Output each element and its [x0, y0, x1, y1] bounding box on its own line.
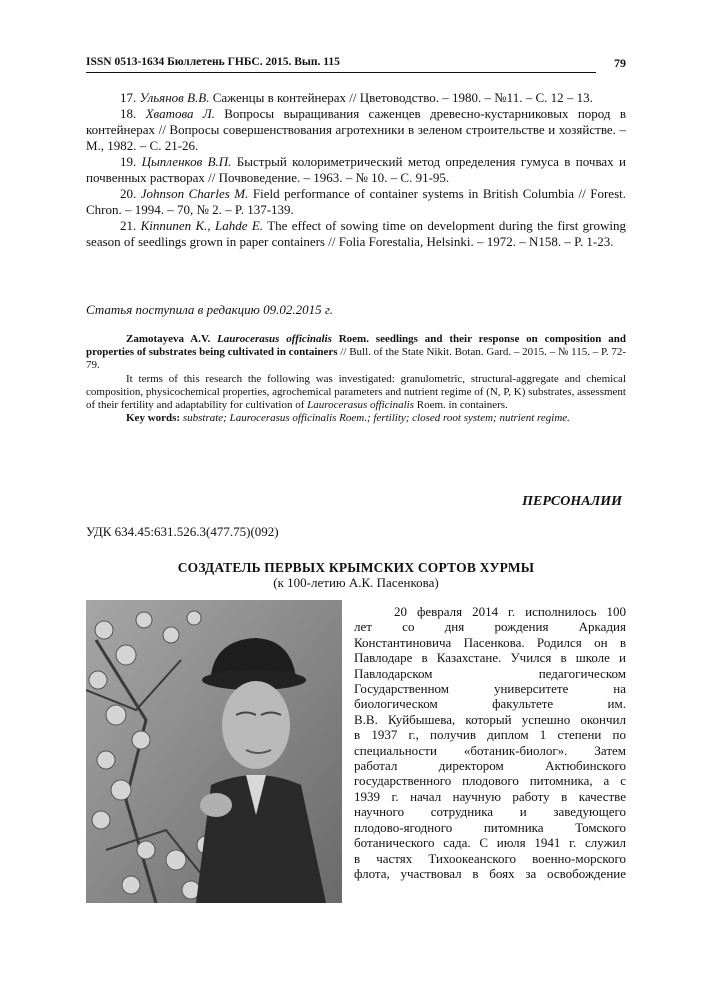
section-title: ПЕРСОНАЛИИ: [522, 494, 622, 509]
reference-item: 20. Johnson Charles M. Field performance of container systems in British Columbia // Forest. Chron. – 1994. – 70, № 2. – P. 137-139.: [86, 186, 626, 217]
reference-item: 18. Хватова Л. Вопросы выращивания саженцев древесно-кустарниковых пород в контейнерах // Вопросы совершенствования агротехники в зеленом строительстве и хозяйстве. – М., 1982. – С. 21-26.: [86, 106, 626, 153]
bio-line: ботанического сада. С июля 1941 г. служил: [354, 835, 626, 851]
article-subtitle: (к 100-летию А.К. Пасенкова): [273, 575, 439, 590]
english-abstract: [86, 333, 626, 425]
abstract-body: It terms of this research the following was investigated: granulometric, structural-aggregate and chemical composition, physicochemical properties, agrochemical parameters and nutrient regime of (N, P, K) substrates, assessment of their fertility and adaptability for cultivation of Laurocerasus officinalis Roem. in containers.: [86, 372, 626, 412]
bio-line: Государственном университете на: [354, 681, 626, 697]
bio-line: 20 февраля 2014 г. исполнилось 100: [394, 604, 626, 619]
biography-text: [354, 604, 626, 881]
bio-line: биологическом факультете им.: [354, 696, 626, 712]
portrait-photo: [86, 600, 342, 903]
bio-line: работал директором Актюбинского: [354, 758, 626, 774]
abstract-citation: Zamotayeva A.V. Laurocerasus officinalis Roem. seedlings and their response on composition and properties of substrates being cultivated in containers // Bull. of the State Nikit. Botan. Gard. – 2015. – № 115. – P. 72-79.: [86, 333, 627, 372]
reference-item: 21. Kinnunen K., Lahde E. The effect of sowing time on development during the first growing season of seedlings grown in paper containers // Folia Forestalia, Helsinki. – 1972. – N158. – P. 1-23.: [86, 218, 626, 249]
bio-line: плодово-ягодного питомника Томского: [354, 819, 626, 835]
running-header: [86, 56, 626, 74]
bio-line: В.В. Куйбышева, который успешно окончил: [354, 711, 626, 727]
reference-item: 19. Цыпленков В.П. Быстрый колориметрический метод определения гумуса в почвах и почвенных растворах // Почвоведение. – 1963. – № 10. – С. 91-95.: [86, 154, 626, 185]
abstract-keywords: Key words: substrate; Laurocerasus officinalis Roem.; fertility; closed root system; nutrient regime.: [126, 412, 570, 425]
bio-line: специальности «ботаник-биолог». Затем: [354, 742, 626, 758]
header-rule: [86, 72, 596, 73]
page-number: 79: [614, 56, 626, 70]
bio-line: научного сотрудника и заведующего: [354, 804, 626, 820]
received-date-note: Статья поступила в редакцию 09.02.2015 г.: [86, 302, 333, 317]
bio-line: флота, участвовал в боях за освобождение: [354, 865, 626, 881]
udk-code: УДК 634.45:631.526.3(477.75)(092): [86, 524, 279, 539]
bio-line: Константиновича Пасенкова. Родился он в: [354, 634, 626, 650]
bio-line: Павлодарском педагогическом: [354, 665, 626, 681]
journal-header-title: ISSN 0513-1634 Бюллетень ГНБС. 2015. Вып. 115: [86, 56, 340, 68]
reference-item: 17. Ульянов В.В. Саженцы в контейнерах // Цветоводство. – 1980. – №11. – С. 12 – 13.: [120, 90, 593, 105]
bio-line: в частях Тихоокеанского военно-морского: [354, 850, 626, 866]
bio-line: Павлодаре в Казахстане. Учился в школе и: [354, 650, 626, 666]
reference-list: [86, 90, 626, 250]
article-title: СОЗДАТЕЛЬ ПЕРВЫХ КРЫМСКИХ СОРТОВ ХУРМЫ: [177, 560, 535, 575]
bio-line: в 1937 г., получив диплом 1 степени по: [354, 727, 626, 743]
bio-line: лет со дня рождения Аркадия: [354, 619, 626, 635]
bio-line: 1939 г. начал научную работу в качестве: [354, 788, 626, 804]
bio-line: государственного плодового питомника, а с: [354, 773, 626, 789]
